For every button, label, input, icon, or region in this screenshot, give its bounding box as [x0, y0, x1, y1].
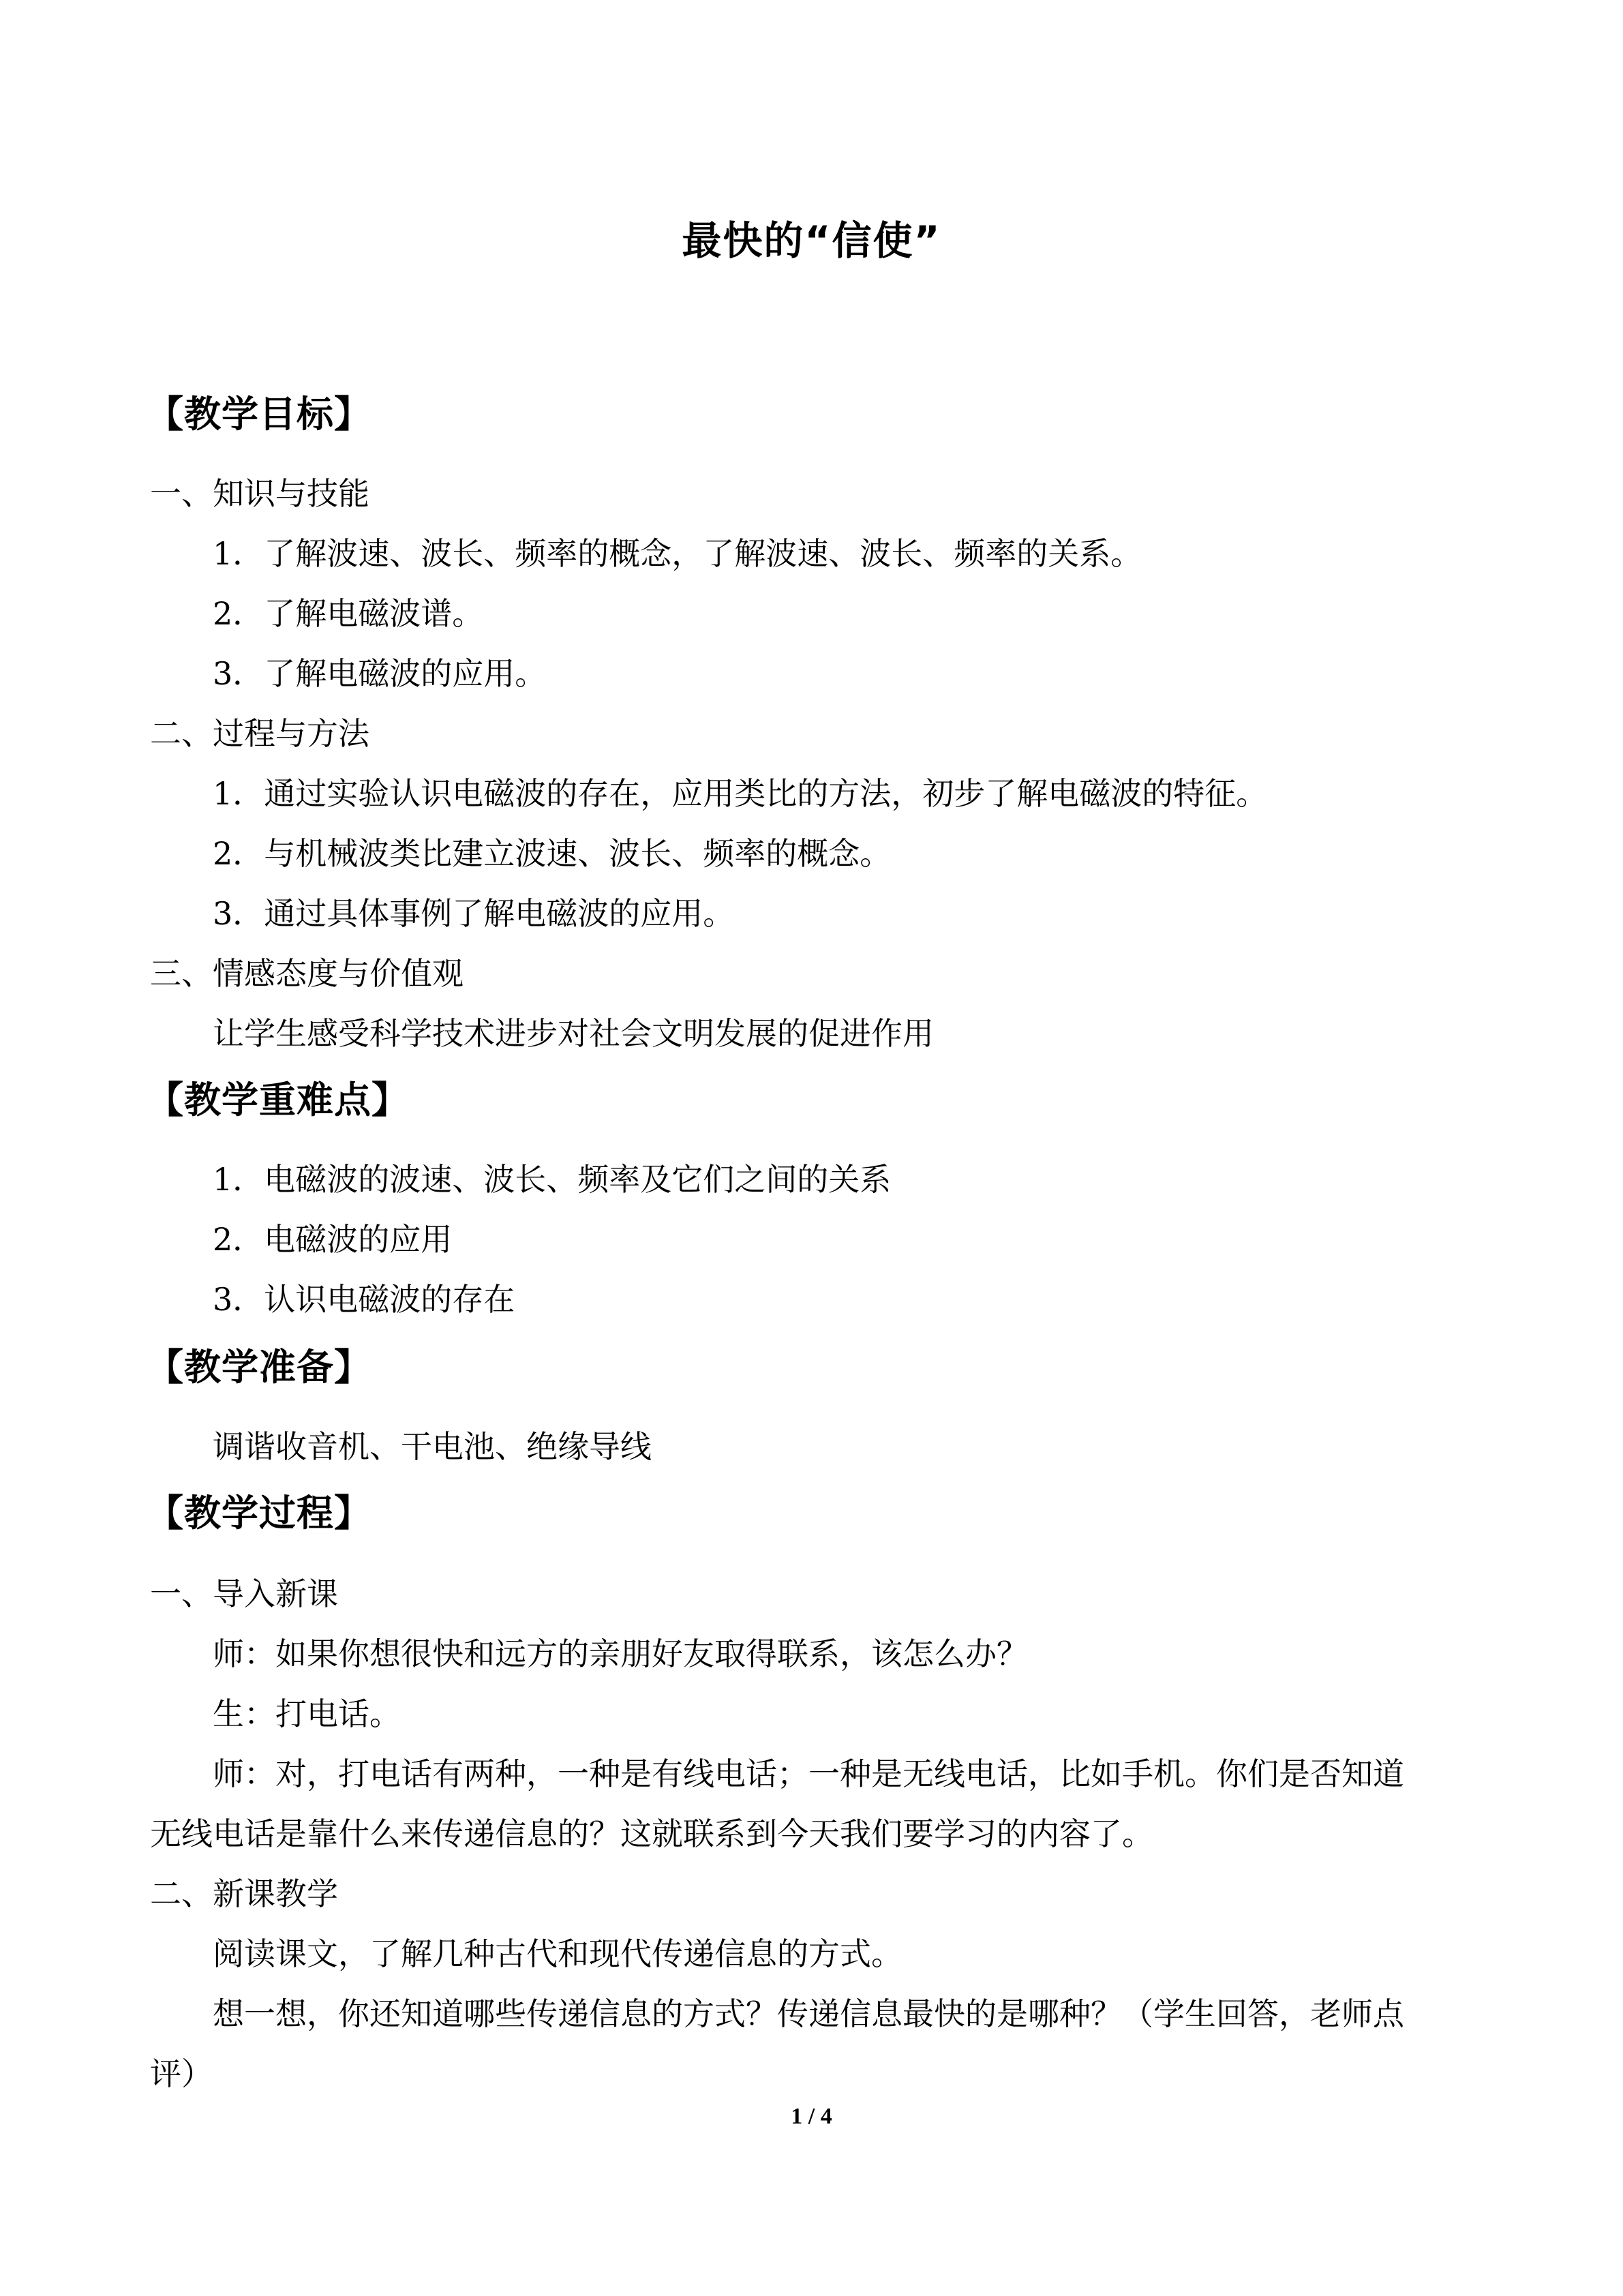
label-process-method: 二、过程与方法 [150, 715, 369, 752]
new-lesson-line-2: 想一想，你还知道哪些传递信息的方式？传递信息最快的是哪种？（学生回答，老师点 [213, 1995, 1404, 2032]
process-item-1: 1．通过实验认识电磁波的存在，应用类比的方法，初步了解电磁波的特征。 [213, 775, 1268, 812]
intro-line-4: 无线电话是靠什么来传递信息的？这就联系到今天我们要学习的内容了。 [150, 1815, 1153, 1852]
knowledge-item-2: 2．了解电磁波谱。 [213, 595, 484, 632]
key-point-item-3: 3．认识电磁波的存在 [213, 1281, 515, 1318]
process-item-2: 2．与机械波类比建立波速、波长、频率的概念。 [213, 835, 892, 872]
heading-preparation: 【教学准备】 [147, 1346, 371, 1389]
intro-line-1: 师：如果你想很快和远方的亲朋好友取得联系，该怎么办？ [213, 1635, 1028, 1672]
document-title: 最快的“信使” [682, 217, 941, 264]
key-point-item-1: 1．电磁波的波速、波长、频率及它们之间的关系 [213, 1161, 892, 1198]
heading-objectives: 【教学目标】 [147, 393, 371, 436]
process-item-3: 3．通过具体事例了解电磁波的应用。 [213, 895, 735, 932]
knowledge-item-3: 3．了解电磁波的应用。 [213, 655, 547, 692]
label-knowledge: 一、知识与技能 [150, 475, 369, 512]
label-new-lesson: 二、新课教学 [150, 1875, 338, 1912]
heading-key-points: 【教学重难点】 [147, 1078, 409, 1121]
label-intro: 一、导入新课 [150, 1575, 338, 1612]
key-point-item-2: 2．电磁波的应用 [213, 1221, 453, 1258]
heading-teaching-process: 【教学过程】 [147, 1492, 371, 1535]
preparation-text: 调谐收音机、干电池、绝缘导线 [213, 1428, 652, 1465]
intro-line-2: 生：打电话。 [213, 1695, 401, 1732]
attitude-text: 让学生感受科学技术进步对社会文明发展的促进作用 [213, 1015, 934, 1052]
label-attitude: 三、情感态度与价值观 [150, 955, 464, 992]
knowledge-item-1: 1．了解波速、波长、频率的概念，了解波速、波长、频率的关系。 [213, 535, 1142, 572]
intro-line-3: 师：对，打电话有两种，一种是有线电话；一种是无线电话，比如手机。你们是否知道 [213, 1755, 1404, 1792]
new-lesson-line-3: 评） [150, 2055, 213, 2092]
page-indicator: 1 / 4 [791, 2104, 832, 2129]
new-lesson-line-1: 阅读课文，了解几种古代和现代传递信息的方式。 [213, 1935, 902, 1972]
